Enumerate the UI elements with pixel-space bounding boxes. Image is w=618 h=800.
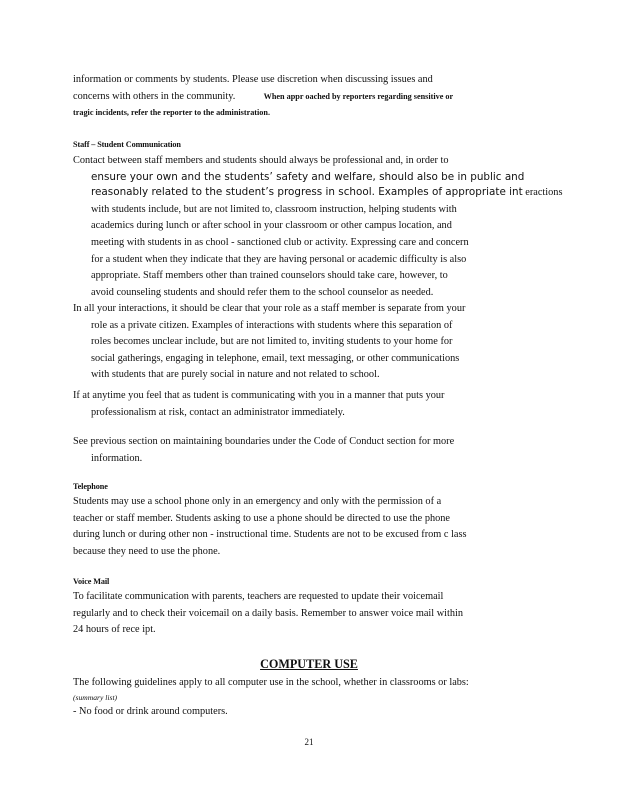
computer-use-paragraph bbox=[73, 675, 533, 720]
role-line-4: social gatherings, engaging in telephone, email, text messaging, or other communications bbox=[91, 352, 460, 364]
staff-line-7: for a student when they indicate that they are having personal or academic difficulty is also bbox=[91, 253, 467, 265]
computer-summary: (summary list) bbox=[73, 692, 118, 702]
intro-line-2 bbox=[73, 89, 533, 106]
staff-line-4: with students include, but are not limited to, classroom instruction, helping students with bbox=[91, 203, 457, 215]
page-number: 21 bbox=[304, 737, 314, 747]
staff-line-1: Contact between staff members and students should always be professional and, in order to bbox=[73, 155, 449, 166]
staff-line-8: appropriate. Staff members other than trained counselors should take care, however, to bbox=[91, 270, 448, 282]
voicemail-line-2: regularly and to check their voicemail on a daily basis. Remember to answer voice mail within bbox=[73, 607, 464, 619]
risk-line-2: professionalism at risk, contact an administrator immediately. bbox=[91, 406, 345, 418]
staff-line-6: meeting with students in as chool - sanctioned club or activity. Expressing care and concern bbox=[91, 236, 469, 248]
telephone-heading: Telephone bbox=[73, 482, 108, 491]
staff-line-9: avoid counseling students and should refer them to the school counselor as needed. bbox=[91, 286, 434, 298]
voicemail-line-1: To facilitate communication with parents, teachers are requested to update their voicemail bbox=[73, 591, 444, 602]
intro-paragraph bbox=[73, 72, 533, 122]
computer-item-no-food: - No food or drink around computers. bbox=[73, 705, 228, 717]
role-line-1: In all your interactions, it should be clear that your role as a staff member is separate from your bbox=[73, 303, 466, 314]
computer-use-title: COMPUTER USE bbox=[260, 657, 358, 671]
role-line-2: role as a private citizen. Examples of interactions with students where this separation of bbox=[91, 319, 453, 331]
staff-communication-heading: Staff – Student Communication bbox=[73, 140, 181, 149]
telephone-line-2: teacher or staff member. Students asking to use a phone should be directed to use the phone bbox=[73, 512, 450, 524]
staff-communication-paragraph bbox=[73, 153, 563, 301]
staff-line-3 bbox=[73, 185, 563, 202]
boundaries-paragraph bbox=[73, 434, 533, 467]
risk-line-1: If at anytime you feel that as tudent is communicating with you in a manner that puts your bbox=[73, 390, 445, 401]
staff-line-5: academics during lunch or after school in your classroom or other campus location, and bbox=[91, 220, 452, 232]
computer-line-1: The following guidelines apply to all computer use in the school, whether in classrooms or labs: bbox=[73, 677, 469, 688]
telephone-line-3: during lunch or during other non - instructional time. Students are not to be excused from c lass bbox=[73, 529, 467, 541]
staff-line-3-text: reasonably related to the student’s progress in school. Examples of appropriate int bbox=[91, 186, 523, 199]
telephone-paragraph bbox=[73, 494, 533, 560]
staff-line-3-tail: eractions bbox=[525, 187, 563, 199]
role-line-3: roles becomes unclear include, but are not limited to, inviting students to your home for bbox=[91, 336, 453, 348]
voicemail-paragraph bbox=[73, 589, 533, 639]
staff-line-2: ensure your own and the students’ safety and welfare, should also be in public and bbox=[91, 170, 525, 183]
intro-line-3: tragic incidents, refer the reporter to the administration. bbox=[73, 108, 270, 118]
intro-bold-tail: When appr oached by reporters regarding sensitive or bbox=[263, 91, 454, 101]
intro-line-1: information or comments by students. Please use discretion when discussing issues and bbox=[73, 74, 433, 85]
boundaries-line-2: information. bbox=[91, 452, 143, 464]
telephone-line-1: Students may use a school phone only in an emergency and only with the permission of a bbox=[73, 496, 442, 507]
telephone-line-4: because they need to use the phone. bbox=[73, 545, 221, 557]
role-line-5: with students that are purely social in nature and not related to school. bbox=[91, 369, 380, 381]
boundaries-line-1: See previous section on maintaining boundaries under the Code of Conduct section for more bbox=[73, 436, 455, 447]
role-paragraph bbox=[73, 301, 533, 384]
voicemail-heading: Voice Mail bbox=[73, 577, 110, 586]
risk-paragraph bbox=[73, 388, 533, 421]
voicemail-line-3: 24 hours of rece ipt. bbox=[73, 624, 156, 636]
intro-line-2-text: concerns with others in the community. bbox=[73, 90, 236, 102]
